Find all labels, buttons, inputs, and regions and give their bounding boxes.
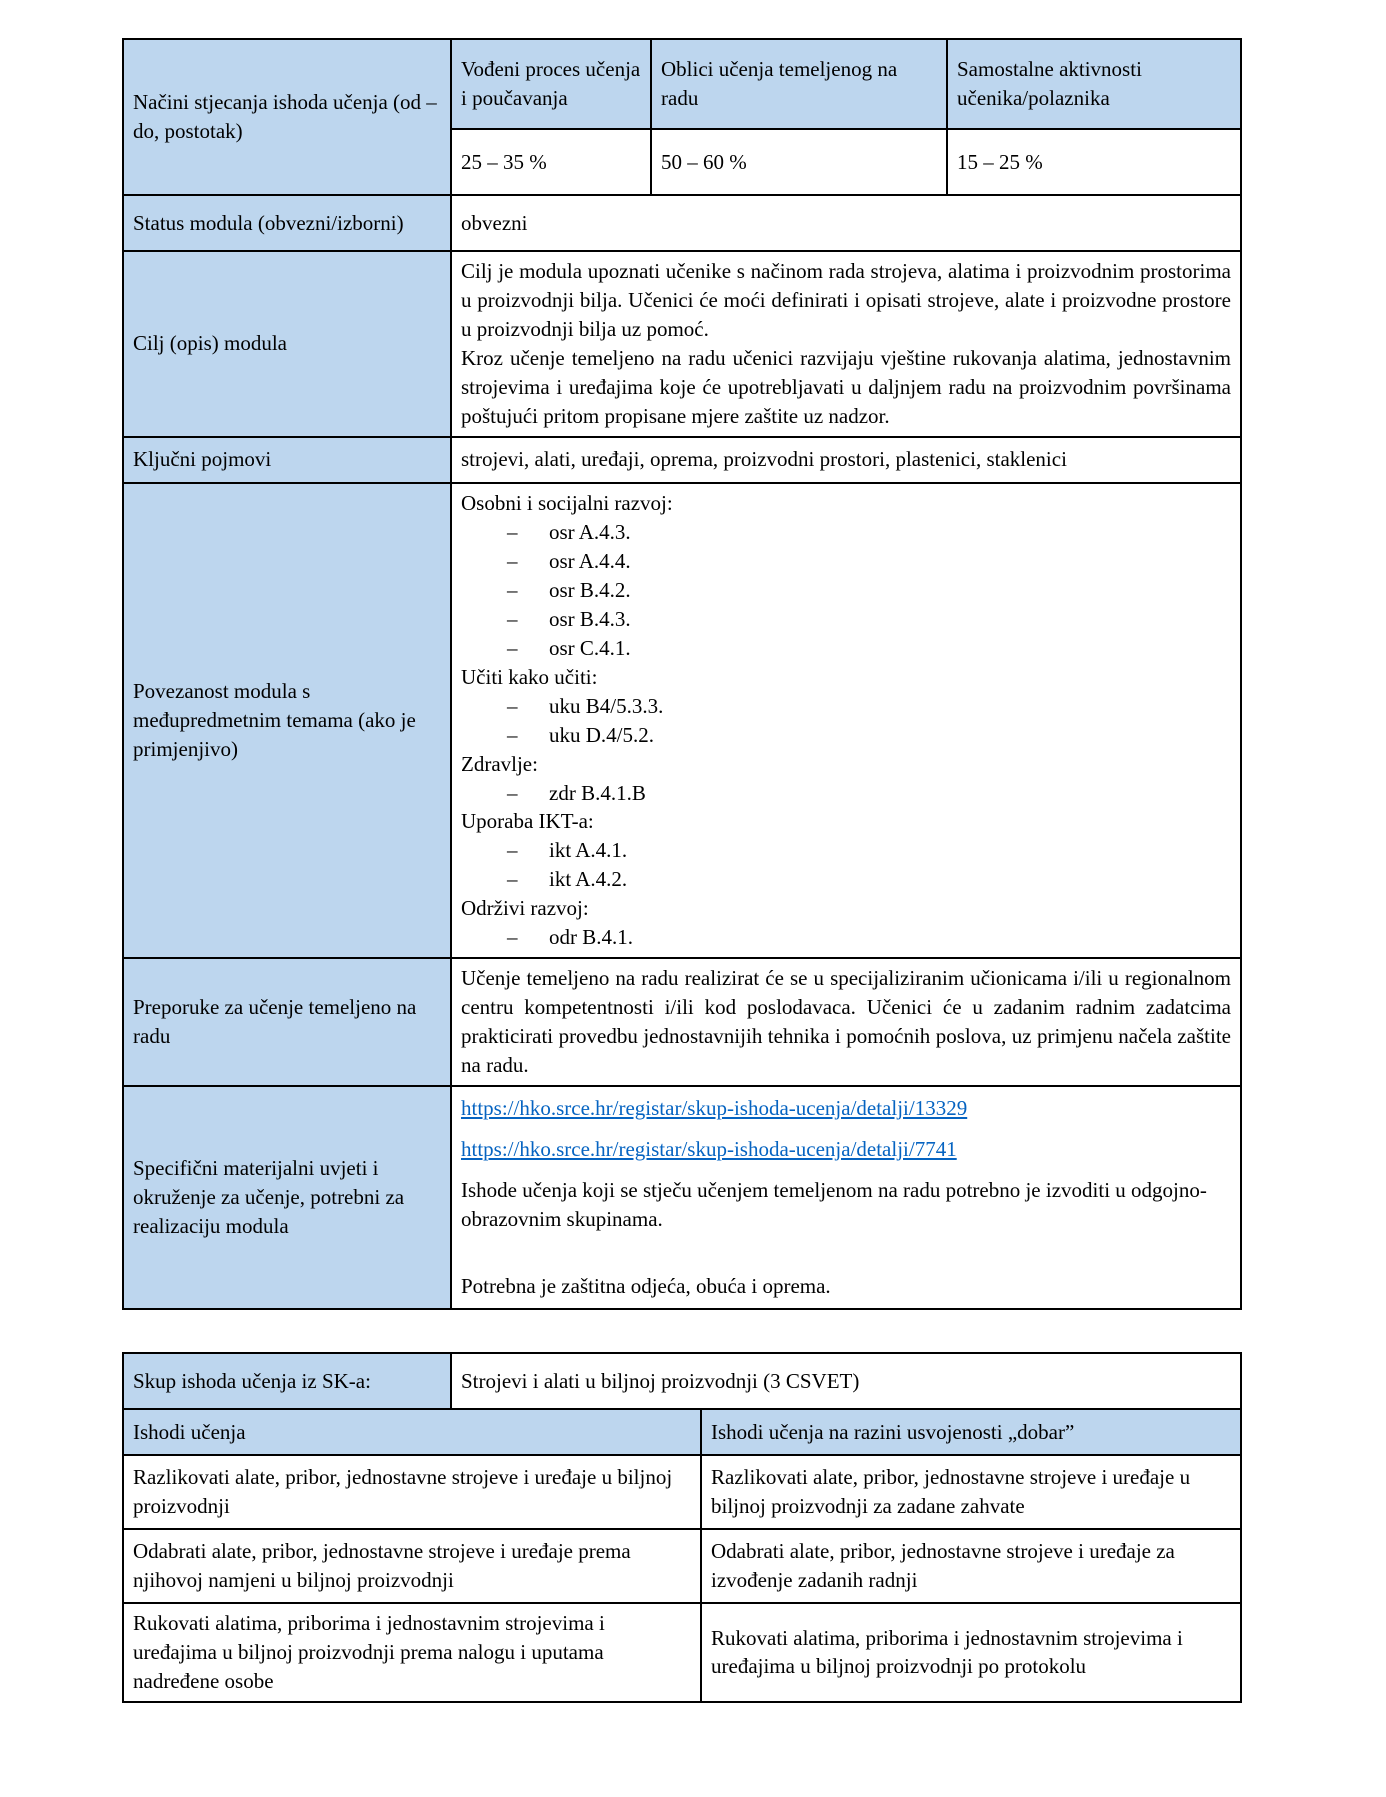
module-status-value: obvezni — [451, 195, 1241, 251]
cc-item-text: ikt A.4.2. — [549, 867, 628, 892]
outcome-row — [123, 1603, 1241, 1702]
module-goal-label: Cilj (opis) modula — [123, 251, 451, 437]
hko-registry-link-13329[interactable]: https://hko.srce.hr/registar/skup-ishoda-ucenja/detalji/13329 — [461, 1096, 968, 1121]
cc-item — [461, 692, 1231, 721]
material-conditions-label: Specifični materijalni uvjeti i okruženje za učenje, potrebni za realizaciju modula — [123, 1086, 451, 1309]
material-conditions-paragraph-1: Ishode učenja koji se stječu učenjem temeljenom na radu potrebno je izvoditi u odgojno-obrazovnim skupinama. — [461, 1178, 1207, 1232]
cc-group: Održivi razvoj: — [461, 896, 589, 921]
material-conditions-paragraph-2: Potrebna je zaštitna odjeća, obuća i oprema. — [461, 1274, 831, 1299]
table-spacer — [122, 1310, 1240, 1352]
module-description-table — [122, 38, 1242, 1310]
guided-process-percentage: 25 – 35 % — [451, 129, 651, 195]
dash-bullet: – — [507, 780, 518, 805]
hko-registry-link-7741[interactable]: https://hko.srce.hr/registar/skup-ishoda-ucenja/detalji/7741 — [461, 1137, 957, 1162]
cc-item — [461, 605, 1231, 634]
cc-item — [461, 547, 1231, 576]
outcome-level-good-text: Razlikovati alate, pribor, jednostavne strojeve i uređaje u biljnoj proizvodnji za zadane zahvate — [701, 1455, 1241, 1529]
cc-item — [461, 923, 1231, 952]
module-goal-paragraph-1: Cilj je modula upoznati učenike s načinom rada strojeva, alatima i proizvodnim prostorima u proizvodnji bilja. Učenici će moći definirati i opisati strojeve, alate i proizvodne prostore u proizvodnji bilja uz pomoć. — [461, 259, 1231, 341]
wbl-recommendations-text: Učenje temeljeno na radu realizirat će se u specijaliziranim učionicama i/ili u regionalnom centru kompetentnosti i/ili kod poslodavaca. Učenici će u zadanim radnim zadatcima prakticirati provedbu jednostavnijih tehnika i pomoćnih poslova, uz primjenu načela zaštite na radu. — [461, 966, 1231, 1078]
material-conditions-cell — [451, 1086, 1241, 1309]
cc-item-text: osr B.4.3. — [549, 606, 631, 631]
cc-item-text: odr B.4.1. — [549, 925, 633, 950]
work-based-learning-header: Oblici učenja temeljenog na radu — [651, 39, 947, 129]
cc-item — [461, 576, 1231, 605]
dash-bullet: – — [507, 519, 518, 544]
cc-item-text: osr A.4.4. — [549, 548, 631, 573]
dash-bullet: – — [507, 838, 518, 863]
outcome-text: Odabrati alate, pribor, jednostavne strojeve i uređaje prema njihovoj namjeni u biljnoj proizvodnji — [123, 1529, 701, 1603]
outcome-row — [123, 1529, 1241, 1603]
outcome-set-value: Strojevi i alati u biljnoj proizvodnji (3 CSVET) — [451, 1353, 1241, 1409]
cc-item-text: osr A.4.3. — [549, 519, 631, 544]
dash-bullet: – — [507, 722, 518, 747]
cc-item — [461, 779, 1231, 808]
acquisition-methods-label: Načini stjecanja ishoda učenja (od – do, postotak) — [123, 39, 451, 195]
cc-item-text: osr B.4.2. — [549, 577, 631, 602]
outcomes-level-good-column-header: Ishodi učenja na razini usvojenosti „dobar” — [701, 1409, 1241, 1455]
cc-item-text: osr C.4.1. — [549, 635, 631, 660]
cc-item-text: zdr B.4.1.B — [549, 780, 646, 805]
independent-activities-header: Samostalne aktivnosti učenika/polaznika — [947, 39, 1241, 129]
cc-item-text: ikt A.4.1. — [549, 838, 628, 863]
dash-bullet: – — [507, 577, 518, 602]
outcome-level-good-text: Rukovati alatima, priborima i jednostavnim strojevima i uređajima u biljnoj proizvodnji po protokolu — [701, 1603, 1241, 1702]
module-status-label: Status modula (obvezni/izborni) — [123, 195, 451, 251]
work-based-learning-percentage: 50 – 60 % — [651, 129, 947, 195]
outcome-level-good-text: Odabrati alate, pribor, jednostavne strojeve i uređaje za izvođenje zadanih radnji — [701, 1529, 1241, 1603]
cc-group: Uporaba IKT-a: — [461, 809, 594, 834]
learning-outcomes-table — [122, 1352, 1242, 1703]
outcome-text: Razlikovati alate, pribor, jednostavne strojeve i uređaje u biljnoj proizvodnji — [123, 1455, 701, 1529]
dash-bullet: – — [507, 548, 518, 573]
key-terms-value: strojevi, alati, uređaji, oprema, proizvodni prostori, plastenici, staklenici — [451, 437, 1241, 483]
cc-item — [461, 634, 1231, 663]
outcome-row — [123, 1455, 1241, 1529]
outcome-text: Rukovati alatima, priborima i jednostavnim strojevima i uređajima u biljnoj proizvodnji prema nalogu i uputama nadređene osobe — [123, 1603, 701, 1702]
outcome-set-label: Skup ishoda učenja iz SK-a: — [123, 1353, 451, 1409]
dash-bullet: – — [507, 693, 518, 718]
cross-curricular-cell — [451, 483, 1241, 959]
cc-item-text: uku B4/5.3.3. — [549, 693, 664, 718]
module-goal-paragraph-2: Kroz učenje temeljeno na radu učenici razvijaju vještine rukovanja alatima, jednostavnim strojevima i uređajima koje će upotrebljavati u daljnjem radu na proizvodnim površinama poštujući pritom propisane mjere zaštite uz nadzor. — [461, 345, 1231, 428]
dash-bullet: – — [507, 925, 518, 950]
cc-group: Zdravlje: — [461, 751, 538, 776]
dash-bullet: – — [507, 867, 518, 892]
guided-process-header: Vođeni proces učenja i poučavanja — [451, 39, 651, 129]
cc-item — [461, 865, 1231, 894]
cc-item — [461, 721, 1231, 750]
cc-group: Osobni i socijalni razvoj: — [461, 490, 673, 515]
outcomes-column-header: Ishodi učenja — [123, 1409, 701, 1455]
cc-item — [461, 836, 1231, 865]
dash-bullet: – — [507, 635, 518, 660]
independent-activities-percentage: 15 – 25 % — [947, 129, 1241, 195]
module-goal-cell — [451, 251, 1241, 437]
cc-item-text: uku D.4/5.2. — [549, 722, 654, 747]
wbl-recommendations-cell — [451, 958, 1241, 1086]
cc-item — [461, 518, 1231, 547]
key-terms-label: Ključni pojmovi — [123, 437, 451, 483]
wbl-recommendations-label: Preporuke za učenje temeljeno na radu — [123, 958, 451, 1086]
cc-group: Učiti kako učiti: — [461, 664, 598, 689]
dash-bullet: – — [507, 606, 518, 631]
cross-curricular-label: Povezanost modula s međupredmetnim temama (ako je primjenjivo) — [123, 483, 451, 959]
